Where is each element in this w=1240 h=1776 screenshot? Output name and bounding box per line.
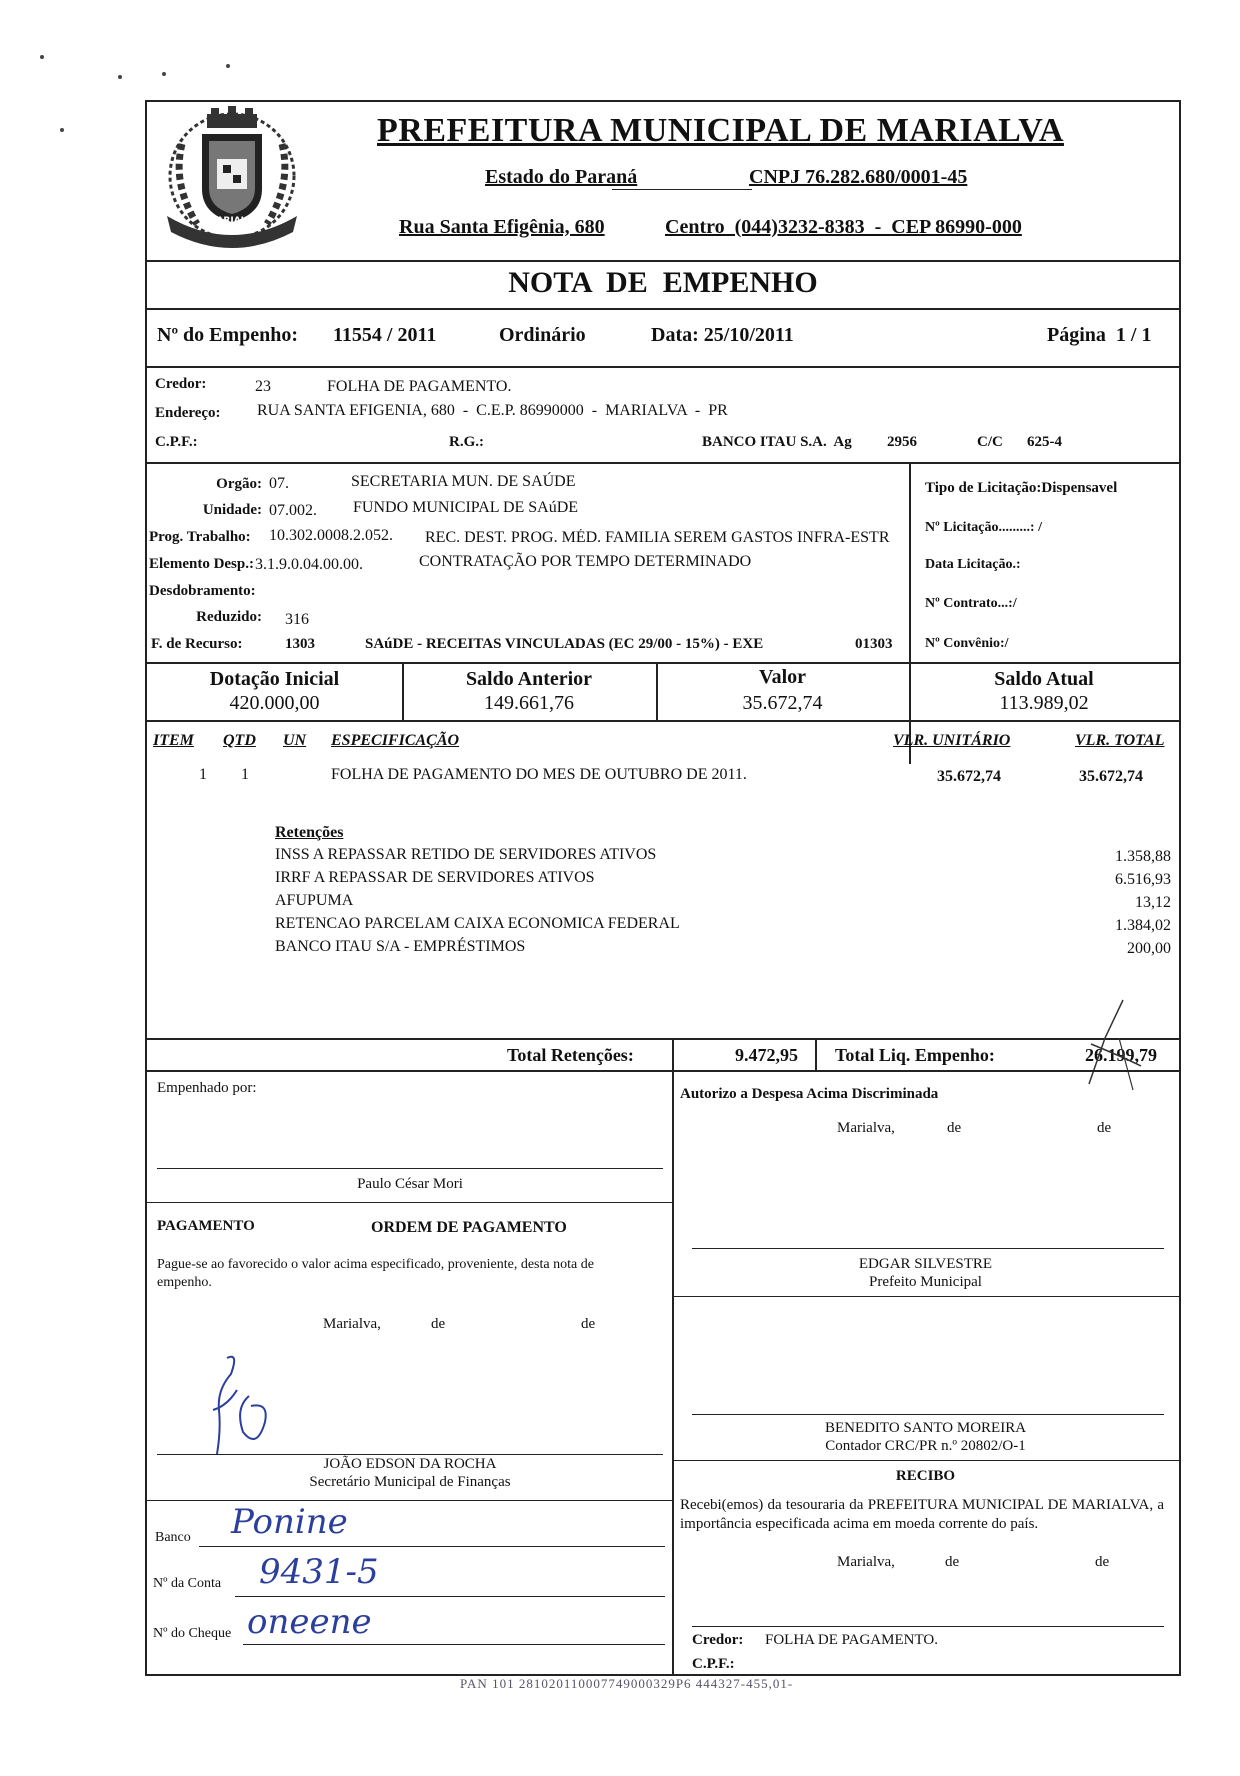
- nota-de-empenho-form: [145, 100, 1181, 1676]
- empenhado-name: Paulo César Mori: [357, 1176, 463, 1192]
- retencao-desc: RETENCAO PARCELAM CAIXA ECONOMICA FEDERAL: [275, 915, 680, 932]
- retencao-value: 200,00: [1127, 940, 1171, 957]
- scan-mark: [118, 75, 122, 79]
- prog-trabalho-desc: REC. DEST. PROG. MÉD. FAMILIA SEREM GASTOS INFRA-ESTR: [425, 529, 890, 546]
- orgao-label: Orgão:: [216, 476, 262, 492]
- retencao-row: [275, 915, 1171, 937]
- retencao-desc: AFUPUMA: [275, 892, 354, 909]
- empenhado-label: Empenhado por:: [157, 1080, 257, 1096]
- licitacao-number: Nº Licitação.........: /: [925, 520, 1042, 535]
- orgao-code: 07.: [269, 475, 289, 492]
- elemento-code: 3.1.9.0.04.00.00.: [255, 556, 363, 573]
- autorizo-de1: de: [947, 1120, 962, 1136]
- recibo-title: RECIBO: [895, 1468, 956, 1484]
- pagamento-de1: de: [431, 1316, 446, 1332]
- col-header-item: ITEM: [153, 732, 194, 749]
- cheque-label: Nº do Cheque: [153, 1626, 232, 1641]
- pague-text: Pague-se ao favorecido o valor acima especificado, proveniente, desta nota de empenho.: [157, 1257, 594, 1290]
- valor-value: 35.672,74: [742, 692, 823, 714]
- autorizo-de2: de: [1097, 1120, 1112, 1136]
- ordem-pagamento-label: ORDEM DE PAGAMENTO: [371, 1219, 567, 1236]
- saldo-anterior-label: Saldo Anterior: [465, 668, 593, 690]
- col-header-vlr-unitario: VLR. UNITÁRIO: [893, 732, 1011, 749]
- secretario-signature: [187, 1350, 277, 1460]
- empenhado-signature-line: [157, 1168, 663, 1169]
- col-header-un: UN: [283, 732, 307, 749]
- orgao-name: SECRETARIA MUN. DE SAÚDE: [351, 473, 576, 490]
- state-label: Estado do Paraná: [485, 166, 638, 188]
- reduzido-value: 316: [285, 611, 309, 628]
- recibo-de2: de: [1095, 1554, 1110, 1570]
- conta-handwritten: 9431-5: [259, 1552, 379, 1592]
- retencao-row: [275, 846, 1171, 868]
- credor-address: RUA SANTA EFIGENIA, 680 - C.E.P. 86990000 - MARIALVA - PR: [257, 402, 728, 419]
- empenho-date: Data: 25/10/2011: [651, 324, 794, 346]
- footer-scan-code: PAN 101 281020110007749000329P6 444327-455,01-: [460, 1676, 794, 1691]
- contador-title: Contador CRC/PR n.º 20802/O-1: [825, 1438, 1026, 1454]
- retencoes-title: Retenções: [275, 824, 344, 841]
- col-header-vlr-total: VLR. TOTAL: [1075, 732, 1165, 749]
- retencao-desc: IRRF A REPASSAR DE SERVIDORES ATIVOS: [275, 869, 595, 886]
- rg-label: R.G.:: [449, 434, 484, 450]
- empenho-number-label: Nº do Empenho:: [157, 324, 299, 346]
- contrato-number: Nº Contrato...:/: [925, 596, 1017, 611]
- conta-field-line: [235, 1596, 665, 1597]
- recurso-label: F. de Recurso:: [151, 636, 243, 652]
- prog-trabalho-label: Prog. Trabalho:: [149, 529, 251, 545]
- credor-name: FOLHA DE PAGAMENTO.: [327, 378, 512, 395]
- banco-handwritten: Ponine: [231, 1502, 348, 1542]
- reduzido-label: Reduzido:: [196, 609, 262, 625]
- convenio-number: Nº Convênio:/: [925, 636, 1009, 651]
- secretario-signature-line: [157, 1454, 663, 1455]
- cnpj-label: CNPJ 76.282.680/0001-45: [749, 166, 968, 188]
- recurso-desc: SAúDE - RECEITAS VINCULADAS (EC 29/00 - 15%) - EXE: [365, 636, 764, 652]
- recibo-text: Recebi(emos) da tesouraria da PREFEITURA MUNICIPAL DE MARIALVA, a importância especificada acima em moeda corrente do país.: [680, 1497, 1164, 1532]
- elemento-label: Elemento Desp.:: [149, 556, 254, 572]
- recibo-signature-line: [692, 1626, 1164, 1627]
- item-unit-value: 35.672,74: [937, 768, 1001, 785]
- valor-label: Valor: [758, 666, 807, 688]
- page-number: Página 1 / 1: [1047, 324, 1152, 346]
- street-address: Rua Santa Efigênia, 680: [399, 216, 605, 238]
- prefeito-signature-line: [692, 1248, 1164, 1249]
- unidade-name: FUNDO MUNICIPAL DE SAúDE: [353, 499, 579, 516]
- address-label: Endereço:: [155, 405, 221, 421]
- pagamento-label: PAGAMENTO: [157, 1218, 255, 1234]
- dotacao-label: Dotação Inicial: [209, 668, 340, 690]
- retencao-value: 13,12: [1135, 894, 1171, 911]
- unidade-label: Unidade:: [202, 502, 262, 518]
- recibo-de1: de: [945, 1554, 960, 1570]
- item-total-value: 35.672,74: [1079, 768, 1143, 785]
- bank-agency: 2956: [887, 434, 917, 450]
- retencao-value: 1.358,88: [1115, 848, 1171, 865]
- pagamento-de2: de: [581, 1316, 596, 1332]
- col-header-qtd: QTD: [223, 732, 256, 749]
- saldo-anterior-value: 149.661,76: [484, 692, 574, 714]
- retencao-desc: BANCO ITAU S/A - EMPRÉSTIMOS: [275, 938, 526, 955]
- address-contact: Centro (044)3232-8383 - CEP 86990-000: [665, 216, 1022, 238]
- secretario-name: JOÃO EDSON DA ROCHA: [323, 1456, 497, 1472]
- conta-label: Nº da Conta: [153, 1576, 222, 1591]
- item-qtd: 1: [241, 766, 249, 783]
- retencao-row: [275, 892, 1171, 914]
- total-liq-value: 26.199,79: [1085, 1045, 1157, 1065]
- banco-label: Banco: [155, 1530, 191, 1545]
- crest-ribbon-text: MARIALVA: [207, 216, 259, 226]
- saldo-atual-label: Saldo Atual: [994, 668, 1094, 690]
- total-liq-label: Total Liq. Empenho:: [835, 1045, 995, 1065]
- recurso-number: 01303: [855, 636, 893, 652]
- empenho-type: Ordinário: [499, 324, 586, 346]
- retencao-row: [275, 869, 1171, 891]
- item-number: 1: [199, 766, 207, 783]
- document-title: NOTA DE EMPENHO: [508, 266, 818, 299]
- saldo-atual-value: 113.989,02: [999, 692, 1089, 714]
- total-retencoes-label: Total Retenções:: [507, 1045, 634, 1065]
- item-description: FOLHA DE PAGAMENTO DO MES DE OUTUBRO DE 2011.: [331, 766, 747, 783]
- licitacao-type: [925, 480, 1117, 497]
- dotacao-value: 420.000,00: [229, 692, 320, 714]
- cc-number: 625-4: [1027, 434, 1062, 450]
- credor-label: Credor:: [155, 376, 207, 392]
- pagamento-city: Marialva,: [323, 1316, 381, 1332]
- scan-mark: [60, 128, 64, 132]
- retencao-row: [275, 938, 1171, 960]
- autorizo-label: Autorizo a Despesa Acima Discriminada: [680, 1086, 939, 1102]
- banco-field-line: [199, 1546, 665, 1547]
- cheque-handwritten: oneene: [247, 1602, 372, 1642]
- desdobramento-label: Desdobramento:: [149, 583, 256, 599]
- prefeito-title: Prefeito Municipal: [869, 1274, 982, 1290]
- retencao-value: 1.384,02: [1115, 917, 1171, 934]
- prog-trabalho-code: 10.302.0008.2.052.: [269, 527, 393, 544]
- recibo-city: Marialva,: [837, 1554, 895, 1570]
- municipal-crest-logo: [157, 104, 307, 254]
- col-header-especificacao: ESPECIFICAÇÃO: [331, 732, 460, 749]
- cpf-label: C.P.F.:: [155, 434, 198, 450]
- recibo-credor-name: FOLHA DE PAGAMENTO.: [765, 1632, 938, 1648]
- secretario-title: Secretário Municipal de Finanças: [309, 1474, 511, 1490]
- scan-mark: [226, 64, 230, 68]
- recibo-credor-label: Credor:: [692, 1632, 744, 1648]
- licitacao-date: Data Licitação.:: [925, 557, 1021, 572]
- bank-name: BANCO ITAU S.A. Ag: [702, 434, 852, 450]
- recibo-cpf-label: C.P.F.:: [692, 1656, 735, 1672]
- page-title: PREFEITURA MUNICIPAL DE MARIALVA: [377, 112, 1064, 149]
- prefeito-name: EDGAR SILVESTRE: [858, 1256, 993, 1272]
- table-row: [147, 766, 1179, 790]
- elemento-desc: CONTRATAÇÃO POR TEMPO DETERMINADO: [419, 553, 752, 570]
- retencao-value: 6.516,93: [1115, 871, 1171, 888]
- empenho-number: 11554 / 2011: [333, 324, 437, 346]
- cc-label: C/C: [977, 434, 1003, 450]
- unidade-code: 07.002.: [269, 502, 317, 519]
- cheque-field-line: [243, 1644, 665, 1645]
- contador-name: BENEDITO SANTO MOREIRA: [824, 1420, 1027, 1436]
- credor-code: 23: [255, 378, 271, 395]
- scan-mark: [40, 55, 44, 59]
- autorizo-city: Marialva,: [837, 1120, 895, 1136]
- cnpj-underline: [612, 189, 752, 190]
- scan-mark: [162, 72, 166, 76]
- retencao-desc: INSS A REPASSAR RETIDO DE SERVIDORES ATIVOS: [275, 846, 657, 863]
- total-retencoes-value: 9.472,95: [735, 1045, 798, 1065]
- check-mark: [1075, 998, 1165, 1108]
- recurso-code: 1303: [285, 636, 315, 652]
- contador-signature-line: [692, 1414, 1164, 1415]
- licitacao-type-text: Tipo de Licitação:Dispensavel: [925, 480, 1118, 496]
